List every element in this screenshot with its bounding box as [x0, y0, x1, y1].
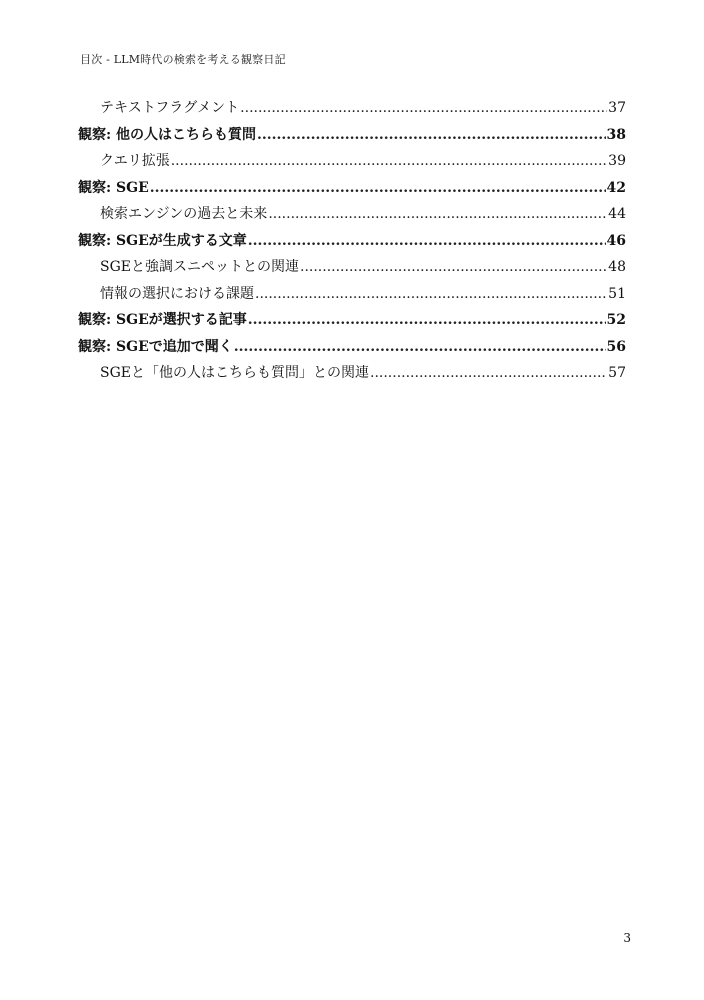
- toc-entry[interactable]: [78, 336, 626, 363]
- toc-entry-title: テキストフラグメント: [100, 100, 240, 116]
- toc-entry[interactable]: [78, 362, 626, 389]
- toc-entry-title: SGEと強調スニペットとの関連: [100, 259, 299, 275]
- toc-entry-page: 42: [606, 179, 626, 196]
- toc-leader-dots: [300, 259, 607, 275]
- toc-leader-dots: [248, 233, 606, 249]
- toc-entry-title: 検索エンジンの過去と未来: [100, 206, 268, 222]
- toc-leader-dots: [257, 127, 605, 143]
- toc-entry-title: 観察: SGE: [78, 179, 149, 196]
- toc-entry[interactable]: [78, 283, 626, 310]
- toc-entry-title: 観察: 他の人はこちらも質問: [78, 126, 257, 143]
- page-number: 3: [623, 931, 631, 945]
- toc-entry-page: 44: [608, 206, 626, 222]
- toc-entry-page: 52: [606, 312, 626, 328]
- toc-entry-page: 51: [608, 285, 626, 302]
- toc-entry-page: 46: [606, 232, 626, 249]
- toc-entry-title: 観察: SGEで追加で聞く: [78, 338, 233, 355]
- running-header: 目次 - LLM時代の検索を考える観察日記: [80, 53, 286, 66]
- toc-leader-dots: [150, 180, 606, 196]
- toc-entry[interactable]: [78, 203, 626, 230]
- toc-entry[interactable]: [78, 97, 626, 124]
- toc-entry[interactable]: [78, 230, 626, 257]
- toc-entry[interactable]: [78, 309, 626, 336]
- toc-entry-page: 57: [608, 365, 626, 381]
- toc-entry-page: 56: [606, 338, 626, 355]
- table-of-contents: [78, 97, 626, 389]
- toc-leader-dots: [268, 206, 607, 222]
- toc-leader-dots: [240, 100, 607, 116]
- toc-entry-page: 39: [608, 153, 626, 169]
- toc-entry-title: 情報の選択における課題: [100, 285, 254, 302]
- toc-leader-dots: [234, 339, 606, 355]
- toc-leader-dots: [370, 365, 607, 381]
- toc-entry-title: 観察: SGEが選択する記事: [78, 312, 247, 328]
- toc-entry[interactable]: [78, 124, 626, 151]
- toc-entry-title: クエリ拡張: [100, 153, 170, 169]
- toc-leader-dots: [248, 312, 606, 328]
- toc-entry-title: SGEと「他の人はこちらも質問」との関連: [100, 365, 369, 381]
- toc-leader-dots: [255, 286, 607, 302]
- toc-entry[interactable]: [78, 150, 626, 177]
- toc-entry-page: 38: [606, 126, 626, 143]
- toc-entry[interactable]: [78, 256, 626, 283]
- toc-entry[interactable]: [78, 177, 626, 204]
- toc-leader-dots: [171, 153, 607, 169]
- toc-entry-title: 観察: SGEが生成する文章: [78, 232, 247, 249]
- toc-entry-page: 37: [608, 100, 626, 116]
- toc-entry-page: 48: [608, 259, 626, 275]
